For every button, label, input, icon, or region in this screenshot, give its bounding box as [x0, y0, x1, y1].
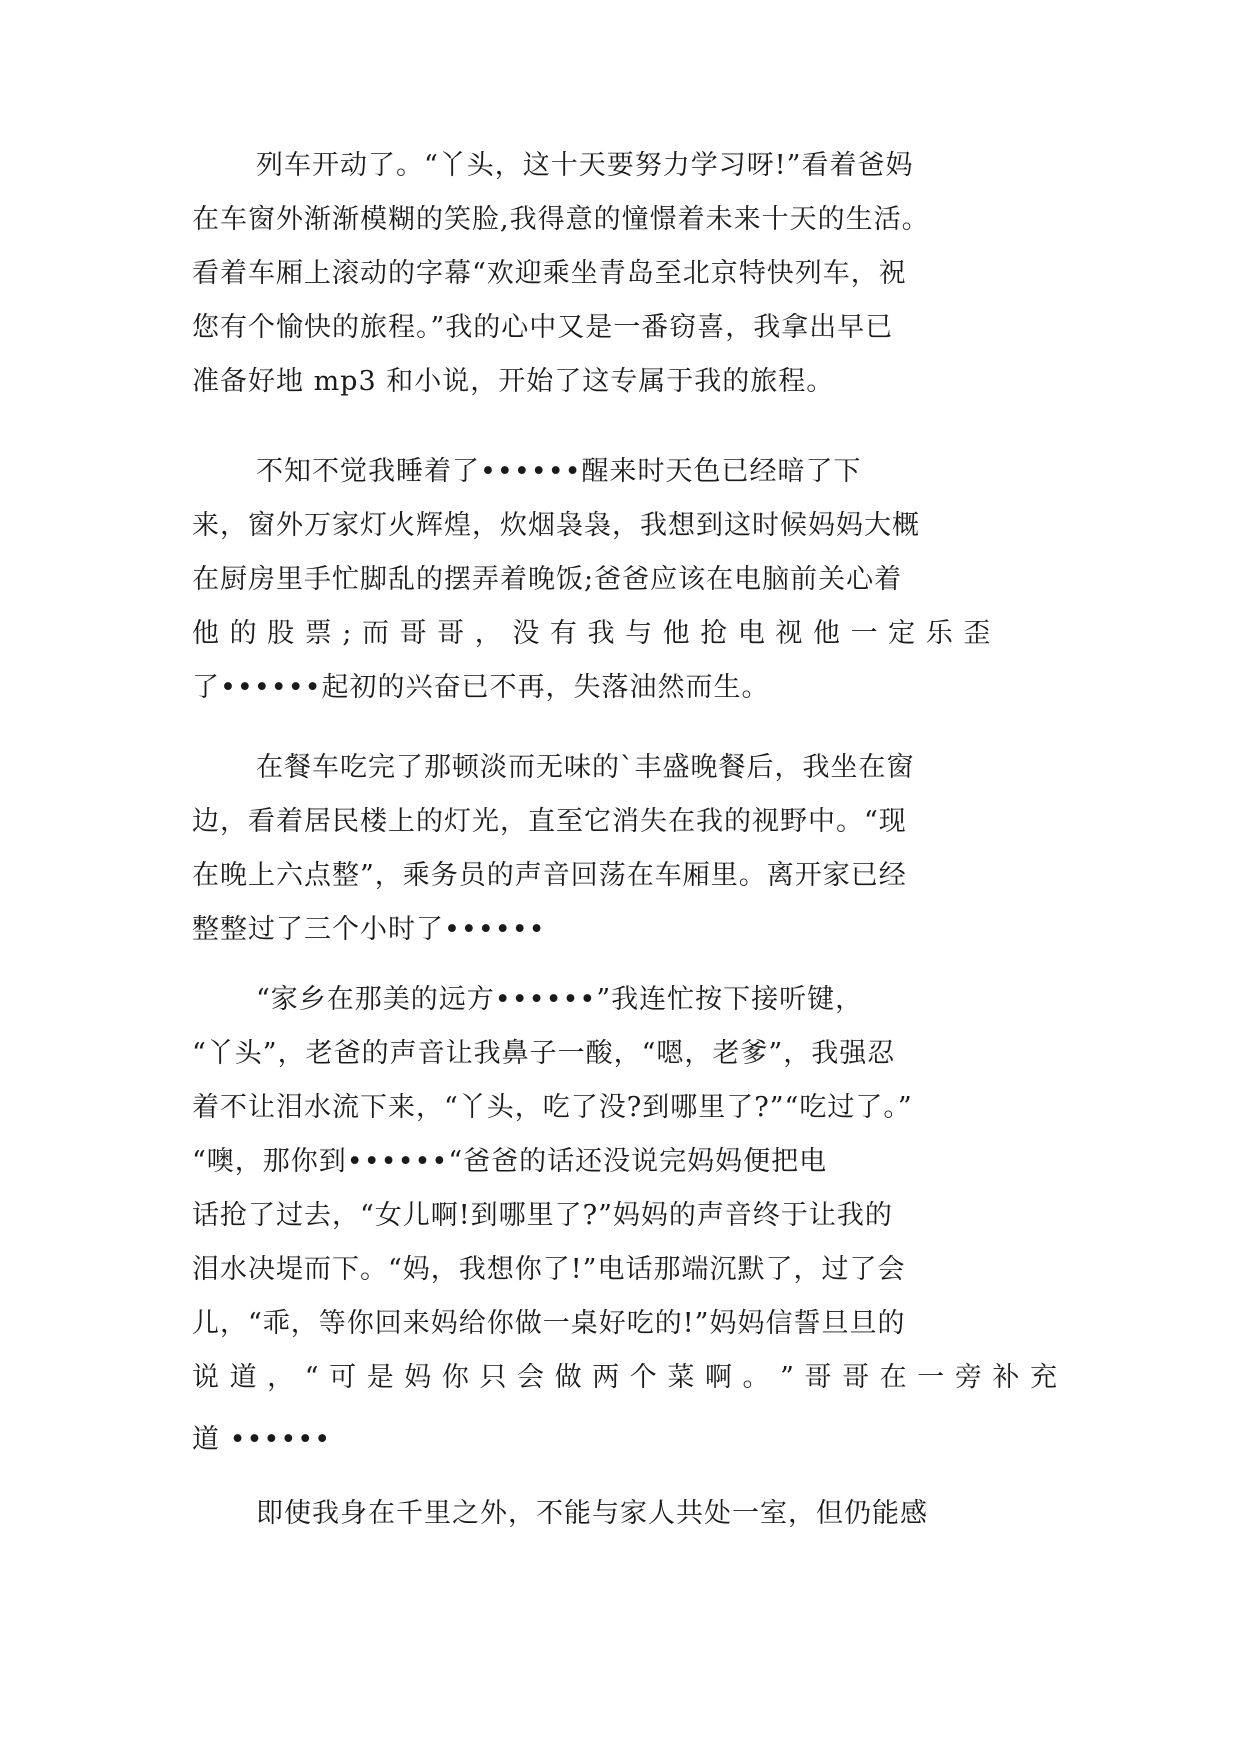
text-line: “噢，那你到••••••“爸爸的话还没说完妈妈便把电: [192, 1146, 828, 1177]
text-line: 了••••••起初的兴奋已不再，失落油然而生。: [192, 672, 770, 703]
text-line: 他 的 股 票 ; 而 哥 哥 ， 没 有 我 与 他 抢 电 视 他 一 定 乐 歪: [192, 618, 992, 649]
text-line: “丫头”，老爸的声音让我鼻子一酸，“嗯，老爹”，我强忍: [192, 1038, 896, 1069]
text-line: 即使我身在千里之外，不能与家人共处一室，但仍能感: [256, 1498, 928, 1529]
text-line: 在晚上六点整”，乘务员的声音回荡在车厢里。离开家已经: [192, 860, 907, 891]
text-line: 道 ••••••: [192, 1424, 332, 1455]
text-line: 列车开动了。“丫头，这十天要努力学习呀!”看着爸妈: [256, 150, 914, 181]
text-line: 在餐车吃完了那顿淡而无味的`丰盛晚餐后，我坐在窗: [256, 752, 915, 783]
text-line: 不知不觉我睡着了••••••醒来时天色已经暗了下: [256, 456, 862, 487]
text-line: 在厨房里手忙脚乱的摆弄着晚饭;爸爸应该在电脑前关心着: [192, 564, 903, 595]
text-line: 说 道 ， “ 可 是 妈 你 只 会 做 两 个 菜 啊 。 ” 哥 哥 在 一 旁 补 充: [192, 1362, 1059, 1393]
text-line: 来，窗外万家灯火辉煌，炊烟袅袅，我想到这时候妈妈大概: [192, 510, 920, 541]
text-line: 在车窗外渐渐模糊的笑脸,我得意的憧憬着未来十天的生活。: [192, 204, 930, 235]
text-line: 整整过了三个小时了••••••: [192, 914, 546, 945]
text-line: 泪水决堤而下。“妈，我想你了!”电话那端沉默了，过了会: [192, 1254, 906, 1285]
text-line: 边，看着居民楼上的灯光，直至它消失在我的视野中。“现: [192, 806, 907, 837]
text-line: 准备好地 mp3 和小说，开始了这专属于我的旅程。: [192, 366, 835, 397]
text-line: “家乡在那美的远方••••••”我连忙按下接听键，: [256, 984, 864, 1015]
text-line: 着不让泪水流下来，“丫头，吃了没?到哪里了?”“吃过了。”: [192, 1092, 913, 1123]
text-line: 看着车厢上滚动的字幕“欢迎乘坐青岛至北京特快列车，祝: [192, 258, 907, 289]
text-line: 您有个愉快的旅程。”我的心中又是一番窃喜，我拿出早已: [192, 312, 894, 343]
text-line: 话抢了过去，“女儿啊!到哪里了?”妈妈的声音终于让我的: [192, 1200, 893, 1231]
text-line: 儿，“乖，等你回来妈给你做一桌好吃的!”妈妈信誓旦旦的: [192, 1308, 906, 1339]
